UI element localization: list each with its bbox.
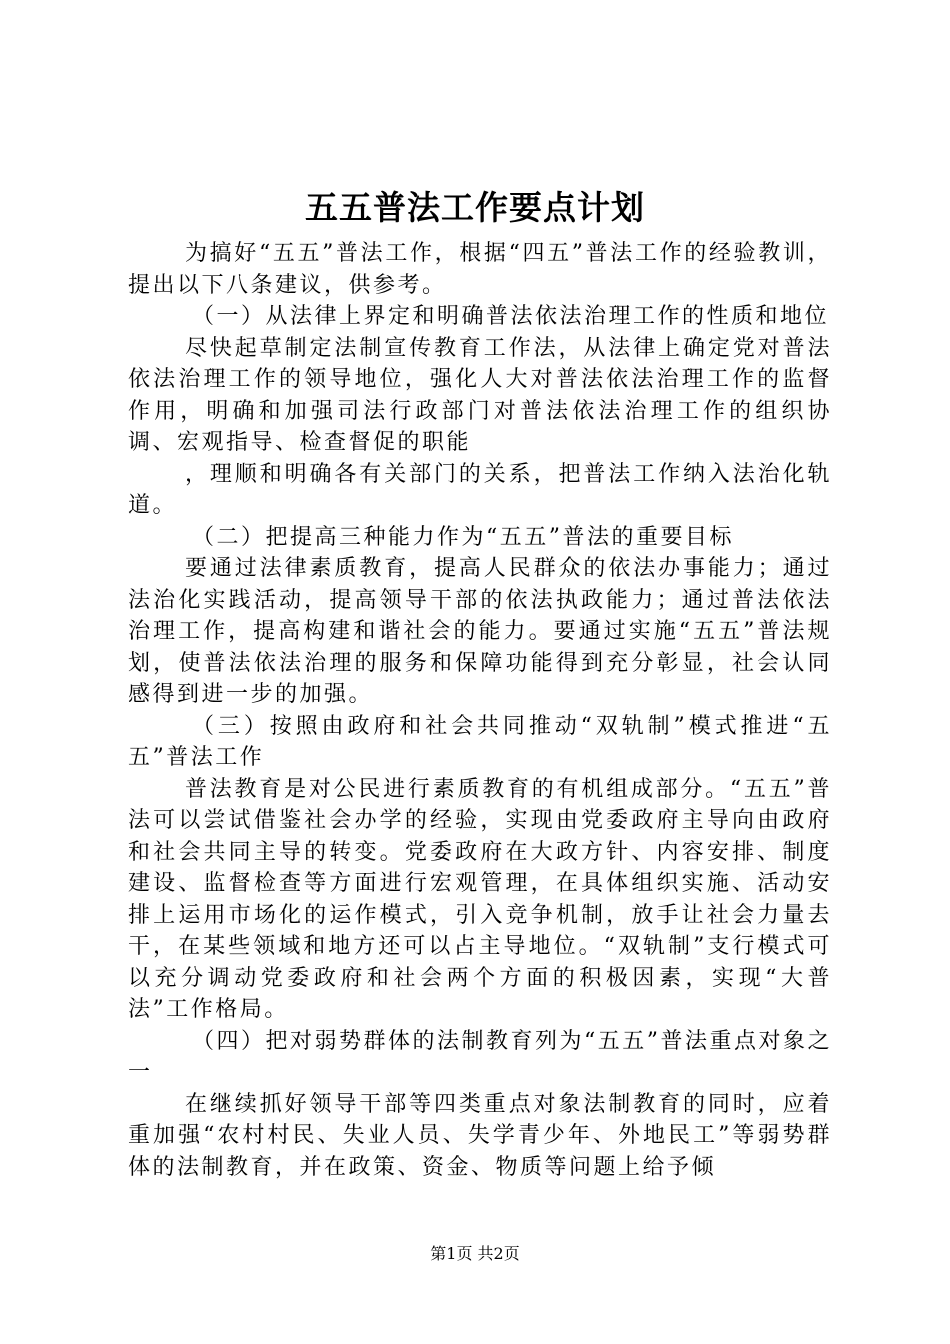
section-heading-2: （二）把提高三种能力作为“五五”普法的重要目标 (192, 524, 734, 550)
paragraph-section-4: 在继续抓好领导干部等四类重点对象法制教育的同时，应着重加强“农村村民、失业人员、失学青少年、外地民工”等弱势群体的法制教育，并在政策、资金、物质等问题上给予倾 (128, 1091, 832, 1180)
paragraph-section-1-cont: ，理顺和明确各有关部门的关系，把普法工作纳入法治化轨道。 (128, 461, 832, 518)
section-heading-1: （一）从法律上界定和明确普法依法治理工作的性质和地位 (192, 304, 830, 329)
paragraph-intro: 为搞好“五五”普法工作，根据“四五”普法工作的经验教训，提出以下八条建议，供参考。 (128, 241, 832, 298)
section-heading-4: （四）把对弱势群体的法制教育列为“五五”普法重点对象之一 (128, 1028, 832, 1085)
document-body (128, 238, 832, 1183)
paragraph-section-1: 尽快起草制定法制宣传教育工作法，从法律上确定党对普法依法治理工作的领导地位，强化人大对普法依法治理工作的监督作用，明确和加强司法行政部门对普法依法治理工作的组织协调、宏观指导、检查督促的职能 (128, 335, 832, 455)
paragraph-section-2: 要通过法律素质教育，提高人民群众的依法办事能力；通过法治化实践活动，提高领导干部的依法执政能力；通过普法依法治理工作，提高构建和谐社会的能力。要通过实施“五五”普法规划，使普法依法治理的服务和保障功能得到充分彰显，社会认同感得到进一步的加强。 (128, 556, 832, 707)
section-heading-3: （三）按照由政府和社会共同推动“双轨制”模式推进“五五”普法工作 (128, 713, 832, 770)
page-footer: 第1页 共2页 (430, 1244, 520, 1263)
document-title: 五五普法工作要点计划 (305, 188, 645, 227)
paragraph-section-3: 普法教育是对公民进行素质教育的有机组成部分。“五五”普法可以尝试借鉴社会办学的经验，实现由党委政府主导向由政府和社会共同主导的转变。党委政府在大政方针、内容安排、制度建设、监督检查等方面进行宏观管理，在具体组织实施、活动安排上运用市场化的运作模式，引入竞争机制，放手让社会力量去干，在某些领域和地方还可以占主导地位。“双轨制”支行模式可以充分调动党委政府和社会两个方面的积极因素，实现“大普法”工作格局。 (128, 776, 832, 1022)
